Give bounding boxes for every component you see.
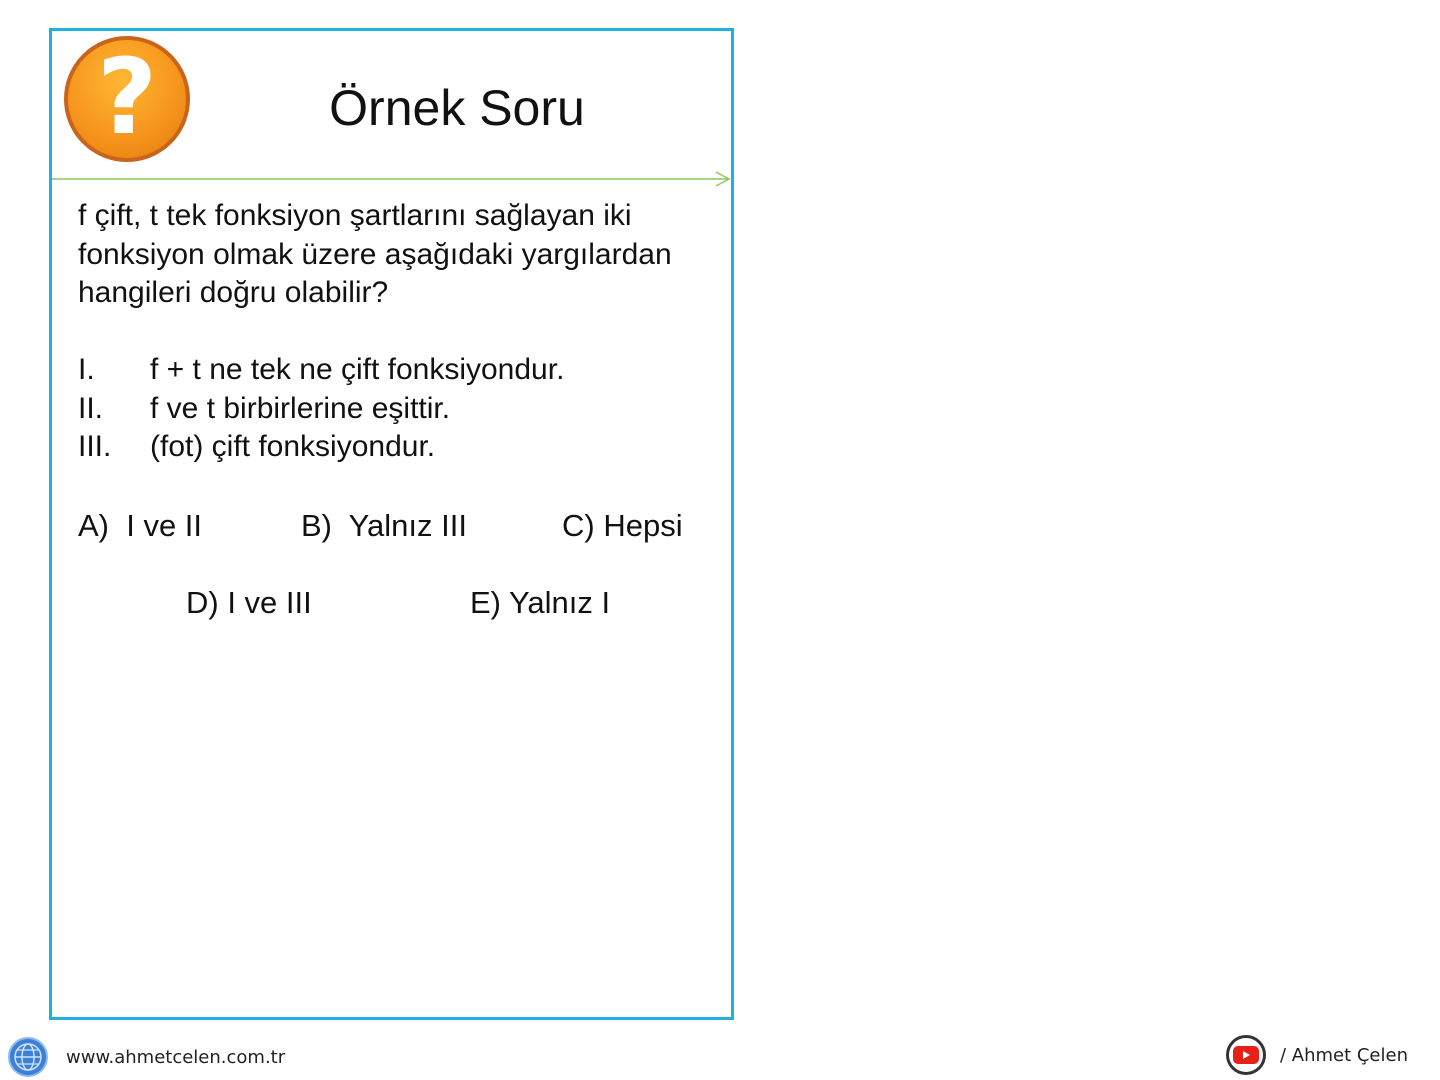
- author-footer: [1226, 1035, 1408, 1075]
- question-text: [78, 197, 718, 313]
- website-footer: [8, 1037, 285, 1077]
- website-link[interactable]: www.ahmetcelen.com.tr: [66, 1046, 286, 1068]
- question-card: [49, 28, 734, 1020]
- option-b: B) Yalnız III: [301, 508, 467, 543]
- question-mark-icon: ?: [64, 36, 190, 162]
- statement-text: f ve t birbirlerine eşittir.: [150, 391, 451, 425]
- youtube-icon[interactable]: [1226, 1035, 1266, 1075]
- statement-number: I.: [78, 353, 95, 386]
- question-line: fonksiyon olmak üzere aşağıdaki yargılardan: [78, 237, 672, 271]
- statement-text: (fot) çift fonksiyondur.: [150, 430, 436, 463]
- question-line: hangileri doğru olabilir?: [78, 276, 389, 309]
- option-c: C) Hepsi: [562, 508, 683, 543]
- slide-title: Örnek Soru: [329, 80, 585, 136]
- statement-text: f + t ne tek ne çift fonksiyondur.: [150, 353, 565, 386]
- author-name: / Ahmet Çelen: [1279, 1044, 1408, 1066]
- statement-list: [78, 351, 564, 467]
- globe-icon: [8, 1037, 48, 1077]
- divider-arrow: [52, 169, 731, 189]
- statement-item: [78, 428, 564, 467]
- statement-number: II.: [78, 391, 104, 425]
- option-a: A) I ve II: [78, 508, 203, 543]
- statement-item: [78, 351, 564, 390]
- statement-item: [78, 390, 564, 429]
- question-line: f çift, t tek fonksiyon şartlarını sağlayan iki: [78, 199, 632, 232]
- statement-number: III.: [78, 430, 112, 463]
- option-d: D) I ve III: [186, 585, 312, 620]
- option-e: E) Yalnız I: [470, 585, 611, 620]
